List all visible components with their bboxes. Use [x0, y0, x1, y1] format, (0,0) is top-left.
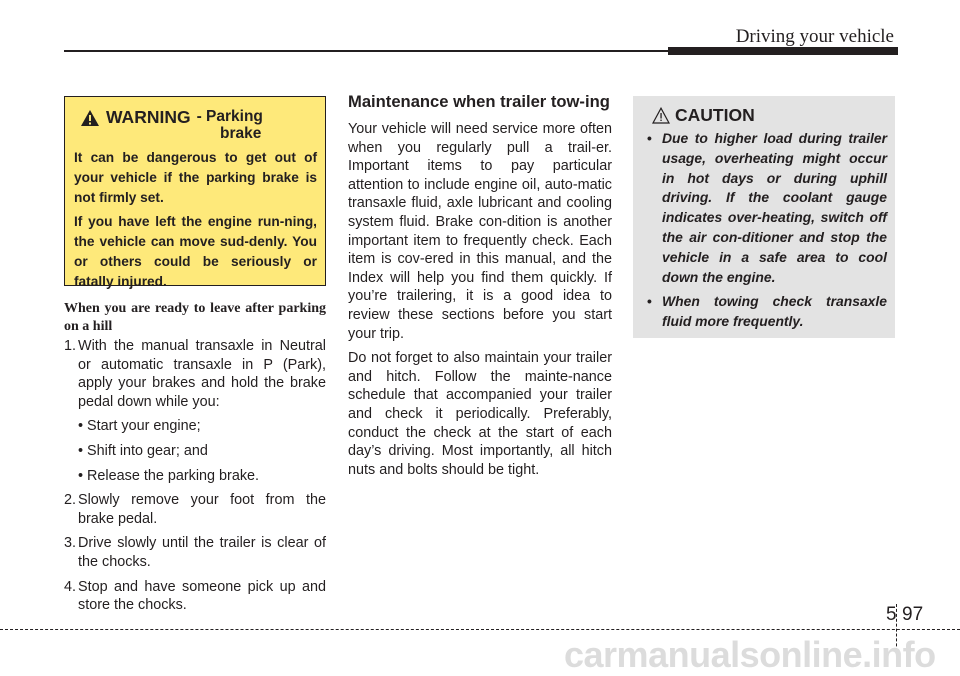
warning-subject-cont: brake	[220, 125, 262, 142]
left-column	[64, 300, 326, 621]
step-number: 1.	[64, 338, 77, 354]
caution-item-text: Due to higher load during trailer usage, overheating might occur in hot days or during uphill driving. If the coolant gauge indicates over-heating, switch off the air con-ditioner and stop the vehicle in a safe area to cool down the engine.	[662, 130, 887, 285]
step-item	[64, 534, 326, 571]
bullet-item: • Shift into gear; and	[78, 442, 208, 459]
step-text: With the manual transaxle in Neutral or automatic transaxle in P (Park), apply your brakes and hold the brake pedal down while you:	[78, 338, 326, 410]
header-bar	[668, 47, 898, 55]
warning-subject: - Parking	[196, 108, 263, 125]
caution-box	[633, 96, 895, 338]
caution-header	[652, 105, 887, 125]
warning-box	[64, 96, 326, 289]
warning-paragraph: It can be dangerous to get out of your vehicle if the parking brake is not firmly set.	[74, 150, 317, 205]
maintenance-title: Maintenance when trailer tow-ing	[348, 92, 610, 111]
page-number: 97	[902, 604, 924, 625]
section-title: Driving your vehicle	[735, 26, 894, 47]
bullet-item: • Release the parking brake.	[78, 467, 260, 484]
caution-item-text: When towing check transaxle fluid more frequently.	[662, 293, 887, 330]
step-item	[64, 491, 326, 528]
hill-leave-heading: When you are ready to leave after parking on a hill	[64, 301, 326, 334]
warning-triangle-icon	[80, 109, 100, 127]
caution-triangle-icon	[652, 107, 670, 124]
step-text: Stop and have someone pick up and store the chocks.	[78, 578, 326, 614]
chapter-number: 5	[886, 604, 897, 625]
caution-item	[641, 129, 887, 287]
caution-bullet: •	[647, 293, 652, 310]
caution-list	[641, 129, 887, 332]
step-bullets	[64, 417, 326, 485]
watermark: carmanualsonline.info	[564, 634, 936, 675]
step-text: Drive slowly until the trailer is clear of the chocks.	[78, 535, 326, 570]
maintenance-paragraph: Do not forget to also maintain your trailer and hitch. Follow the mainte-nance schedule that accompanied your trailer and check it periodically. Preferably, conduct the check at the start of each day’s driving. Most importantly, all hitch nuts and bolts should be tight.	[348, 350, 612, 478]
warning-label: WARNING	[106, 107, 191, 127]
maintenance-paragraph: Your vehicle will need service more often when you regularly pull a trail-er. Important items to pay particular attention to include engine oil, auto-matic transaxle fluid, axle lubricant and cooling system fluid. Brake con-dition is another important item to frequently check. Each item is cov-ered in this manual, and the Index will help you find them quickly. If you’re trailering, it is a good idea to review these sections before you start your trip.	[348, 121, 612, 342]
step-item	[64, 337, 326, 411]
caution-bullet: •	[647, 130, 652, 146]
footer-rule	[0, 629, 960, 630]
step-number: 3.	[64, 535, 77, 552]
step-number: 4.	[64, 578, 77, 595]
step-number: 2.	[64, 492, 77, 509]
caution-item	[641, 292, 887, 332]
bullet-item: • Start your engine;	[78, 418, 201, 435]
step-item	[64, 578, 326, 615]
middle-column	[348, 93, 612, 485]
step-text: Slowly remove your foot from the brake pedal.	[78, 492, 326, 527]
caution-label: CAUTION	[675, 105, 755, 125]
warning-paragraph: If you have left the engine run-ning, the vehicle can move sud-denly. You or others could be seriously or fatally injured.	[74, 214, 317, 289]
warning-header	[80, 107, 317, 127]
